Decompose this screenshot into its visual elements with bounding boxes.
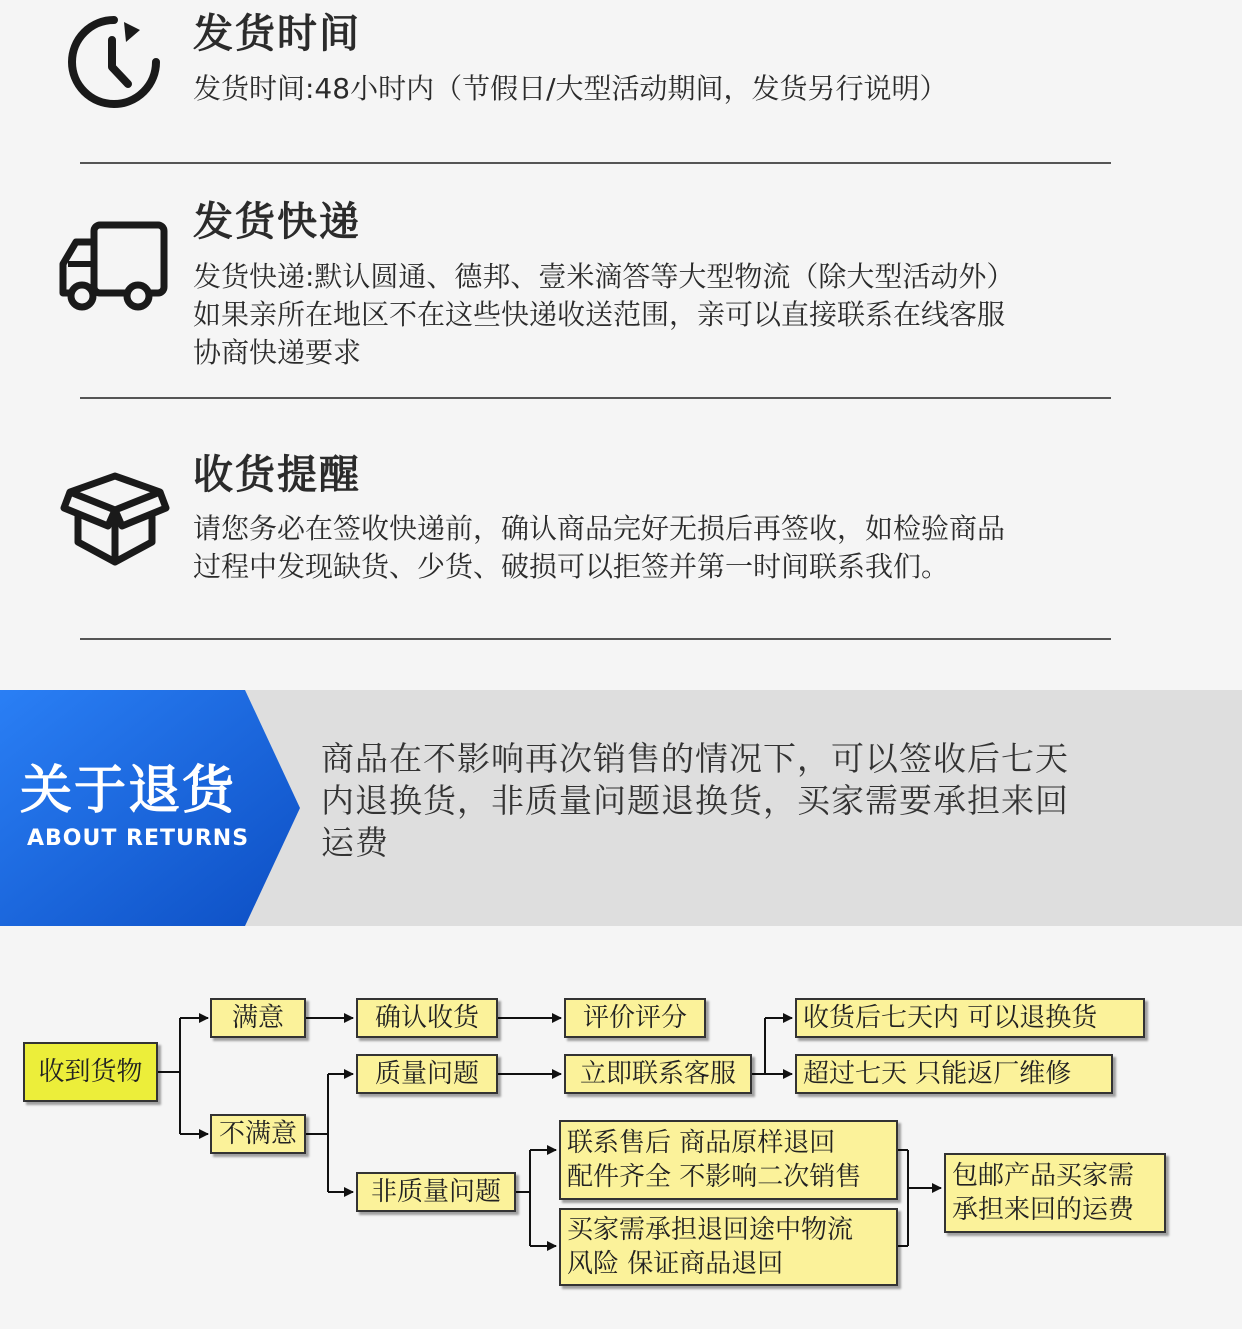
returns-title: 关于退货: [20, 761, 237, 821]
flow-node-risk: 买家需承担退回途中物流 风险 保证商品退回: [559, 1208, 898, 1286]
receipt-reminder-text-2: 过程中发现缺货、少货、破损可以拒签并第一时间联系我们。: [193, 550, 950, 583]
flow-node-aftersale: 联系售后 商品原样退回 配件齐全 不影响二次销售: [559, 1120, 898, 1200]
flow-node-unsatisfied: 不满意: [210, 1114, 306, 1154]
flow-node-satisfied: 满意: [210, 998, 306, 1038]
divider: [80, 638, 1111, 640]
flow-node-non-quality: 非质量问题: [356, 1172, 516, 1212]
flow-node-return-7-days: 收货后七天内 可以退换货: [795, 998, 1145, 1038]
flow-node-received: 收到货物: [23, 1042, 158, 1102]
receipt-reminder-text-1: 请您务必在签收快递前，确认商品完好无损后再签收，如检验商品: [193, 512, 1006, 545]
shipping-time-text: 发货时间:48小时内（节假日/大型活动期间，发货另行说明）: [193, 72, 948, 105]
shipping-courier-text-1: 发货快递:默认圆通、德邦、壹米滴答等大型物流（除大型活动外）: [193, 260, 1015, 293]
shipping-courier-title: 发货快递: [193, 199, 361, 245]
returns-subtitle: ABOUT RETURNS: [27, 826, 250, 851]
shipping-courier-text-2: 如果亲所在地区不在这些快递收送范围，亲可以直接联系在线客服: [193, 298, 1006, 331]
returns-text-2: 内退换货，非质量问题退换货，买家需要承担来回: [321, 781, 1069, 820]
shipping-time-title: 发货时间: [193, 11, 361, 57]
flow-node-shipping-cost: 包邮产品买家需 承担来回的运费: [944, 1153, 1166, 1233]
returns-flowchart: [0, 960, 1242, 1329]
returns-text-1: 商品在不影响再次销售的情况下，可以签收后七天: [321, 739, 1069, 778]
flow-node-review: 评价评分: [564, 998, 706, 1038]
returns-text-3: 运费: [321, 823, 389, 862]
returns-banner: [0, 690, 1242, 926]
shipping-courier-text-3: 协商快递要求: [193, 336, 362, 369]
receipt-reminder-title: 收货提醒: [193, 452, 361, 498]
flow-node-over-7-days: 超过七天 只能返厂维修: [795, 1054, 1113, 1094]
flow-node-quality: 质量问题: [356, 1054, 498, 1094]
flow-node-contact: 立即联系客服: [564, 1054, 752, 1094]
box-icon: [60, 470, 170, 568]
flow-node-confirm: 确认收货: [356, 998, 498, 1038]
receipt-reminder-section: [0, 0, 1242, 645]
